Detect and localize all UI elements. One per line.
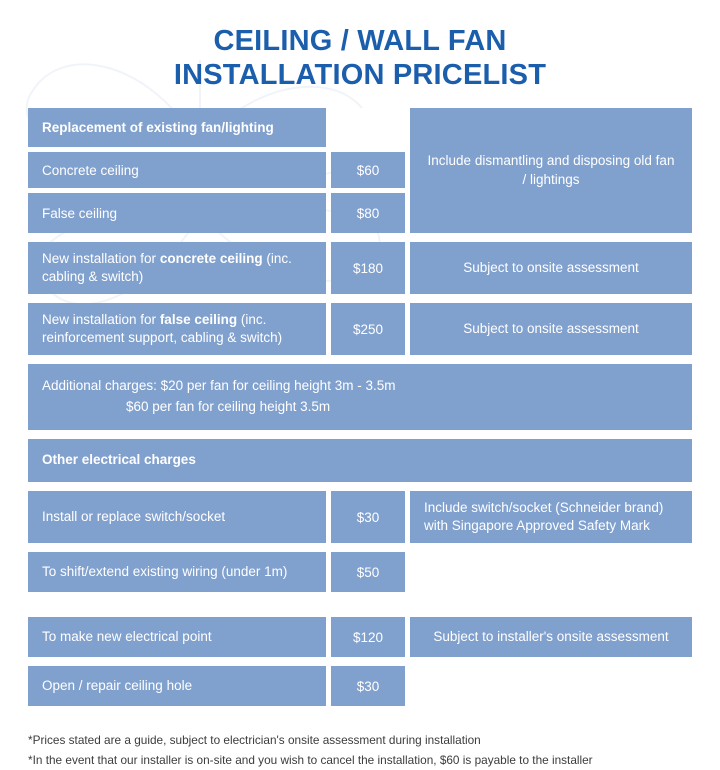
other-row-new-point — [28, 617, 692, 657]
other-row-switch-socket-desc — [28, 491, 326, 543]
new-false-desc-bold: false ceiling — [159, 312, 238, 328]
additional-charges-line-2: $60 per fan for ceiling height 3.5m — [126, 399, 331, 415]
new-concrete-desc-pre: New installation for — [42, 251, 160, 267]
section-new-false — [28, 303, 692, 355]
new-concrete-desc-post: (inc. cabling & switch) — [42, 251, 292, 285]
additional-charges-bar — [28, 364, 692, 430]
other-row-switch-socket-note: Include switch/socket (Schneider brand) with Singapore Approved Safety Mark — [410, 491, 692, 543]
new-false-note: Subject to onsite assessment — [410, 303, 692, 355]
replacement-note: Include dismantling and disposing old fan / lightings — [410, 108, 692, 233]
other-row-new-point-desc-text: To make new electrical point — [42, 629, 212, 645]
footnote-1: *Prices stated are a guide, subject to electrician's onsite assessment during installation — [28, 733, 481, 748]
new-false-desc-pre: New installation for — [42, 312, 160, 328]
other-row-new-point-note: Subject to installer's onsite assessment — [410, 617, 692, 657]
other-row-shift-wiring — [28, 552, 692, 608]
price-spacer — [331, 108, 405, 152]
footnotes — [28, 731, 692, 770]
other-row-new-point-desc — [28, 617, 326, 657]
other-row-ceiling-hole-price: $30 — [331, 666, 405, 706]
replacement-price-column — [331, 108, 405, 233]
replacement-price-false: $80 — [331, 193, 405, 233]
other-row-shift-wiring-price: $50 — [331, 552, 405, 592]
replacement-row-concrete-desc: Concrete ceiling — [28, 152, 326, 188]
new-concrete-note: Subject to onsite assessment — [410, 242, 692, 294]
other-row-shift-wiring-desc-text: To shift/extend existing wiring (under 1m) — [42, 564, 288, 580]
new-false-price: $250 — [331, 303, 405, 355]
new-concrete-desc — [28, 242, 326, 294]
replacement-price-concrete: $60 — [331, 152, 405, 188]
page-title — [28, 24, 692, 92]
other-row-switch-socket — [28, 491, 692, 543]
page-title-line-2: INSTALLATION PRICELIST — [173, 59, 547, 92]
section-new-concrete — [28, 242, 692, 294]
footnote-2: *In the event that our installer is on-site and you wish to cancel the installation, $60 is payable to the installer — [28, 752, 593, 767]
other-row-switch-socket-price: $30 — [331, 491, 405, 543]
other-row-ceiling-hole-note-empty — [410, 666, 692, 722]
other-row-ceiling-hole — [28, 666, 692, 722]
replacement-header: Replacement of existing fan/lighting — [28, 108, 326, 147]
other-row-switch-socket-desc-text: Install or replace switch/socket — [42, 509, 226, 525]
other-row-ceiling-hole-desc-text: Open / repair ceiling hole — [42, 678, 193, 694]
other-row-shift-wiring-desc — [28, 552, 326, 592]
section-replacement — [28, 108, 692, 233]
other-row-shift-wiring-note-empty — [410, 552, 692, 608]
replacement-desc-column — [28, 108, 326, 233]
new-false-desc-post: (inc. reinforcement support, cabling & switch) — [42, 312, 283, 346]
new-concrete-price: $180 — [331, 242, 405, 294]
new-false-desc — [28, 303, 326, 355]
other-charges-header: Other electrical charges — [28, 439, 692, 482]
page-title-line-1: CEILING / WALL FAN — [213, 25, 507, 57]
additional-charges-line-1: Additional charges: $20 per fan for ceiling height 3m - 3.5m — [42, 378, 396, 394]
other-row-ceiling-hole-desc — [28, 666, 326, 706]
new-concrete-desc-bold: concrete ceiling — [159, 251, 263, 267]
replacement-row-false-desc: False ceiling — [28, 193, 326, 233]
replacement-note-column — [410, 108, 692, 233]
other-row-new-point-price: $120 — [331, 617, 405, 657]
